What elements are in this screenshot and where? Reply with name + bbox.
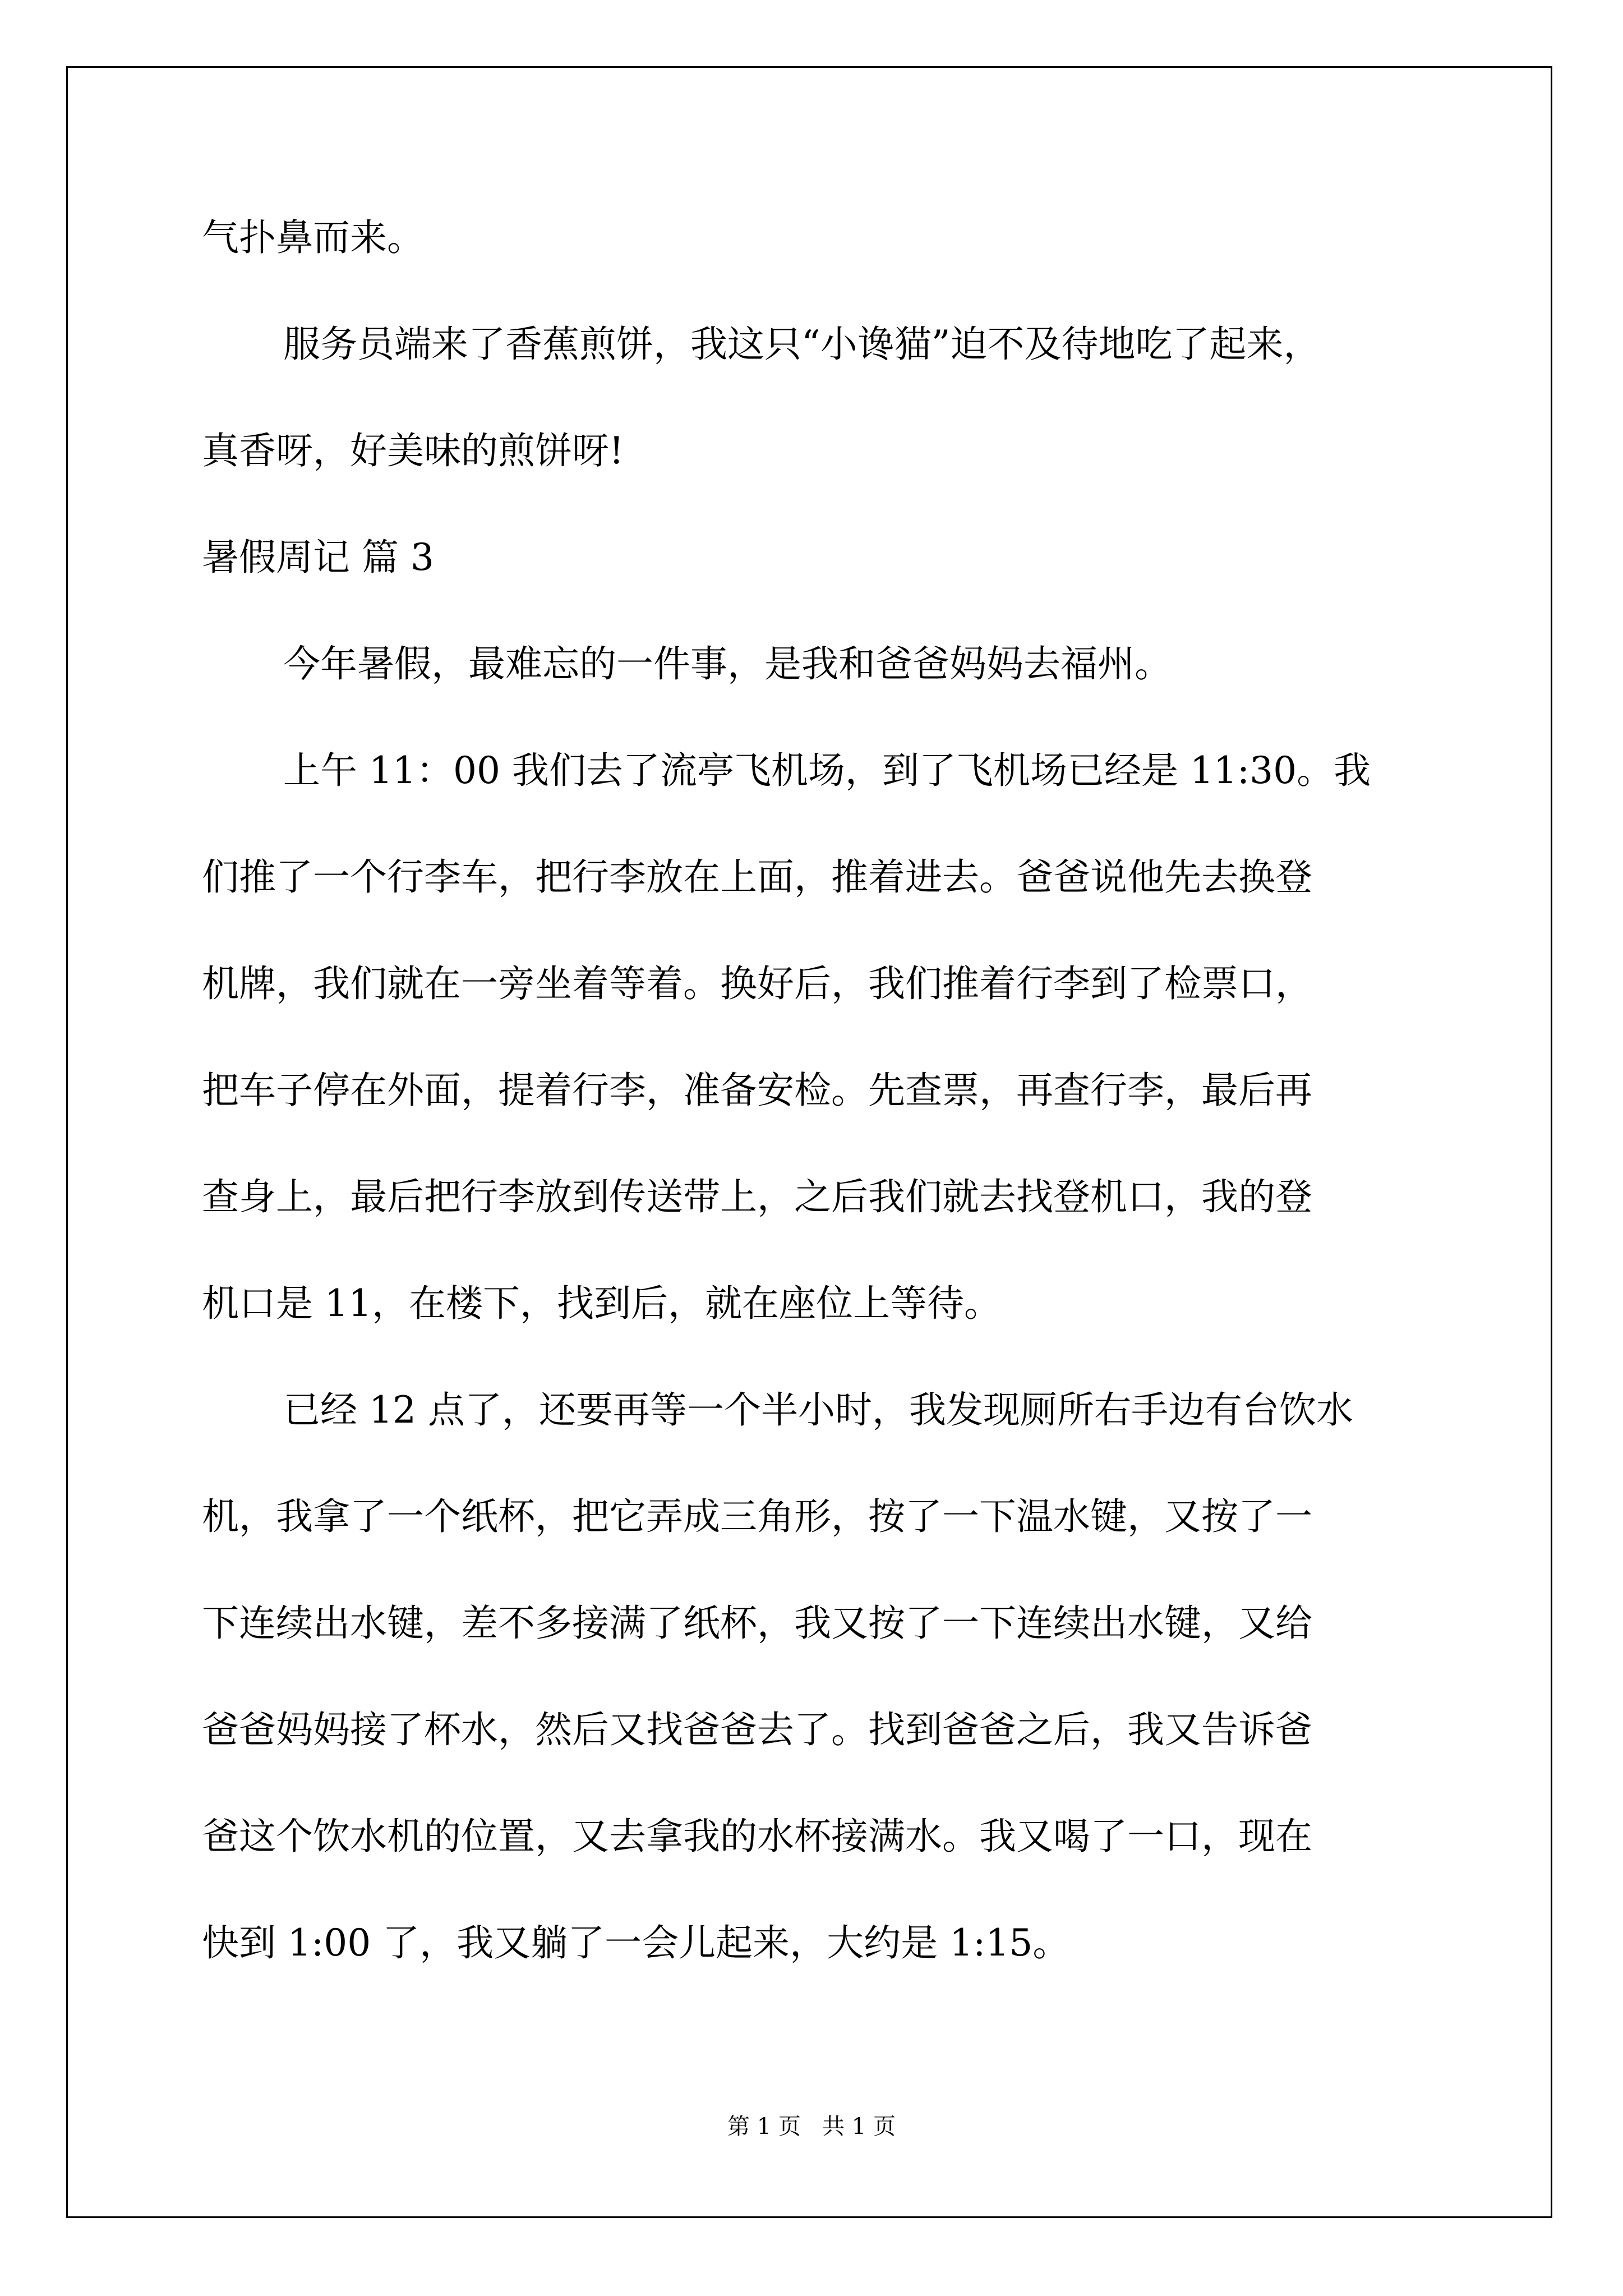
text-line: 查身上，最后把行李放到传送带上，之后我们就去找登机口，我的登 xyxy=(202,1175,1312,1218)
text-line: 们推了一个行李车，把行李放在上面，推着进去。爸爸说他先去换登 xyxy=(202,855,1312,899)
paragraph-start-line: 已经 12 点了，还要再等一个半小时，我发现厕所右手边有台饮水 xyxy=(283,1388,1353,1432)
paragraph-start-line: 上午 11：00 我们去了流亭飞机场，到了飞机场已经是 11:30。我 xyxy=(283,749,1371,792)
page-border xyxy=(66,66,1552,2218)
text-line: 快到 1:00 了，我又躺了一会儿起来，大约是 1:15。 xyxy=(202,1921,1070,1964)
text-line: 机，我拿了一个纸杯，把它弄成三角形，按了一下温水键，又按了一 xyxy=(202,1495,1312,1538)
text-line: 机口是 11，在楼下，找到后，就在座位上等待。 xyxy=(202,1282,1001,1325)
text-line: 机牌，我们就在一旁坐着等着。换好后，我们推着行李到了检票口， xyxy=(202,962,1312,1005)
paragraph-start-line: 服务员端来了香蕉煎饼，我这只“小谗猫”迫不及待地吃了起来， xyxy=(283,323,1321,366)
text-line: 爸爸妈妈接了杯水，然后又找爸爸去了。找到爸爸之后，我又告诉爸 xyxy=(202,1708,1312,1751)
text-line: 真香呀，好美味的煎饼呀! xyxy=(202,429,624,472)
paragraph-start-line: 今年暑假，最难忘的一件事，是我和爸爸妈妈去福州。 xyxy=(283,642,1172,685)
page-number-footer: 第 1 页 共 1 页 xyxy=(727,2114,896,2139)
section-heading: 暑假周记 篇 3 xyxy=(202,536,434,579)
text-line: 下连续出水键，差不多接满了纸杯，我又按了一下连续出水键，又给 xyxy=(202,1602,1312,1645)
text-line: 把车子停在外面，提着行李，准备安检。先查票，再查行李，最后再 xyxy=(202,1069,1312,1112)
text-line: 爸这个饮水机的位置，又去拿我的水杯接满水。我又喝了一口，现在 xyxy=(202,1815,1312,1858)
text-line: 气扑鼻而来。 xyxy=(202,216,424,259)
